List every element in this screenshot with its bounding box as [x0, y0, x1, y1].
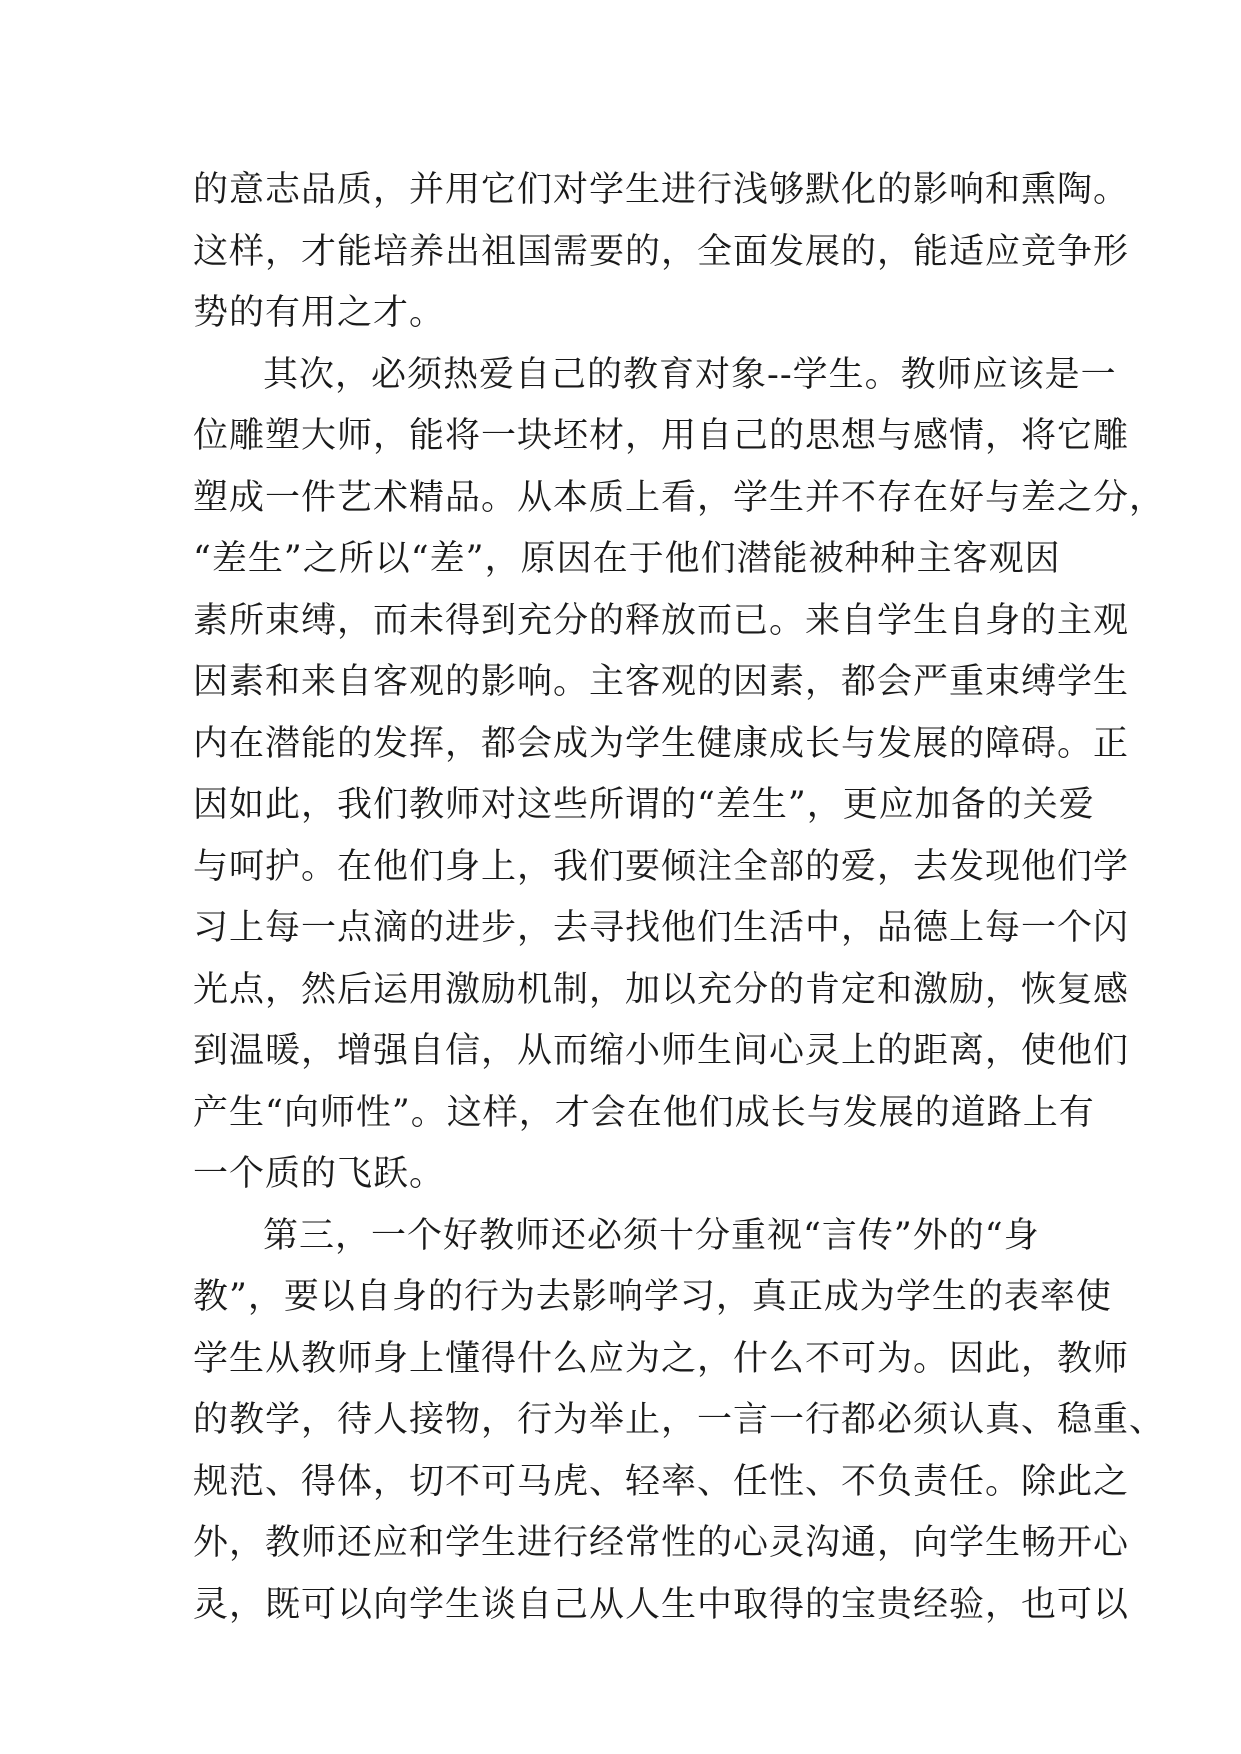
text-line: 内在潜能的发挥，都会成为学生健康成长与发展的障碍。正 [193, 723, 1130, 764]
text-line: 外，教师还应和学生进行经常性的心灵沟通，向学生畅开心 [193, 1523, 1130, 1563]
text-line: 光点，然后运用激励机制，加以充分的肯定和激励，恢复感 [193, 969, 1130, 1010]
text-line: 产生“向师性”。这样，才会在他们成长与发展的道路上有 [193, 1092, 1095, 1133]
text-line: 与呵护。在他们身上，我们要倾注全部的爱，去发现他们学 [193, 846, 1130, 887]
text-line: 塑成一件艺术精品。从本质上看，学生并不存在好与差之分， [193, 477, 1166, 518]
text-line: 因如此，我们教师对这些所谓的“差生”，更应加备的关爱 [193, 785, 1095, 825]
text-line: 的意志品质，并用它们对学生进行浅够默化的影响和熏陶。 [193, 170, 1130, 210]
text-line: 位雕塑大师，能将一块坯材，用自己的思想与感情，将它雕 [193, 416, 1130, 456]
text-line: 素所束缚，而未得到充分的释放而已。来自学生自身的主观 [193, 600, 1130, 641]
paragraph-start-line: 第三，一个好教师还必须十分重视“言传”外的“身 [263, 1215, 1040, 1256]
text-line: 习上每一点滴的进步，去寻找他们生活中，品德上每一个闪 [193, 908, 1130, 948]
text-line: 学生从教师身上懂得什么应为之，什么不可为。因此，教师 [193, 1338, 1130, 1379]
text-line: 到温暖，增强自信，从而缩小师生间心灵上的距离，使他们 [193, 1031, 1130, 1071]
text-line: 灵，既可以向学生谈自己从人生中取得的宝贵经验，也可以 [193, 1584, 1130, 1625]
text-line: 势的有用之才。 [193, 293, 446, 333]
paragraph-start-line: 其次，必须热爱自己的教育对象--学生。教师应该是一 [263, 354, 1117, 395]
text-line: “差生”之所以“差”，原因在于他们潜能被种种主客观因 [193, 539, 1061, 579]
text-line: 的教学，待人接物，行为举止，一言一行都必须认真、稳重、 [193, 1400, 1166, 1440]
text-line: 这样，才能培养出祖国需要的，全面发展的，能适应竞争形 [193, 231, 1130, 272]
text-line: 因素和来自客观的影响。主客观的因素，都会严重束缚学生 [193, 662, 1130, 702]
text-line: 教”，要以自身的行为去影响学习，真正成为学生的表率使 [193, 1277, 1112, 1317]
text-line: 规范、得体，切不可马虎、轻率、任性、不负责任。除此之 [193, 1461, 1130, 1502]
text-line: 一个质的飞跃。 [193, 1154, 446, 1194]
body-text [193, 160, 1166, 1636]
